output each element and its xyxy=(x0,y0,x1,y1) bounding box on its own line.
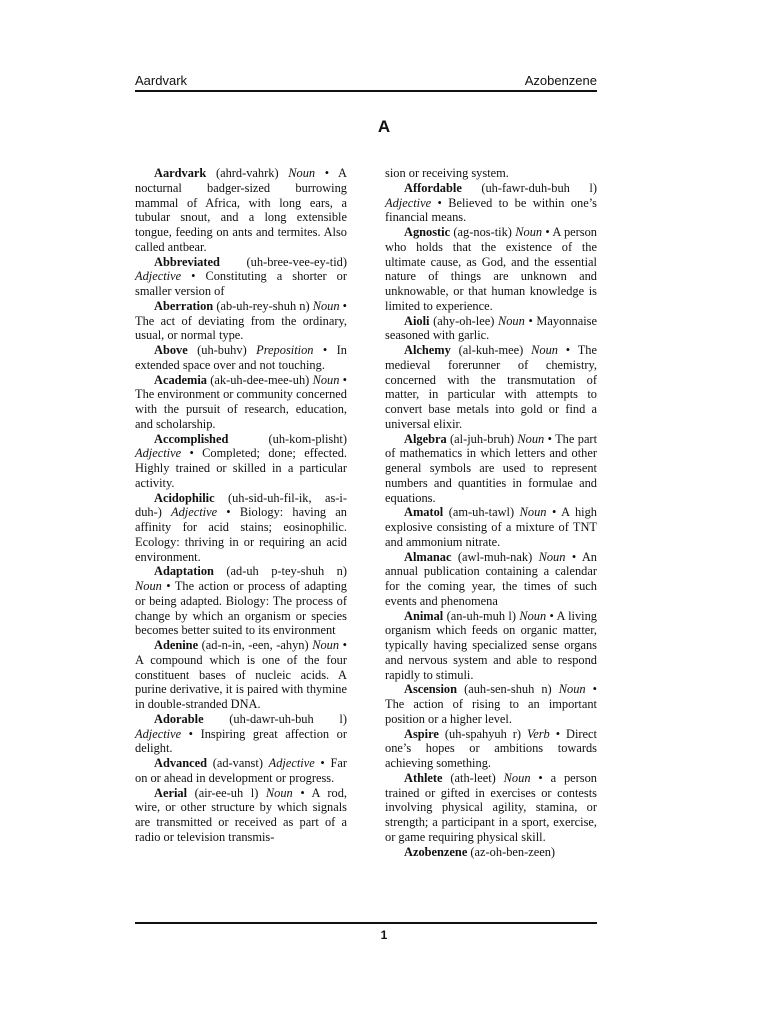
definition: • a person trained or gifted in exercises or contests involving physical agility, stamina, or strength; a participant in a sport, exercise, or game requiring physical skill. xyxy=(385,770,597,844)
page-number: 1 xyxy=(380,928,388,942)
dictionary-entry xyxy=(135,373,347,432)
part-of-speech: Adjective xyxy=(385,195,432,210)
pronunciation: sion or receiving system. xyxy=(385,166,509,180)
pronunciation: (uh-fawr-duh-buh l) xyxy=(461,180,597,195)
section-letter: A xyxy=(377,117,391,136)
definition: • Far on or ahead in development or progress. xyxy=(135,756,347,785)
headword: Aioli xyxy=(404,313,430,328)
dictionary-entry xyxy=(135,255,347,299)
headword: Accomplished xyxy=(154,431,229,446)
headword: Aberration xyxy=(154,298,214,313)
part-of-speech: Adjective xyxy=(268,756,315,770)
part-of-speech: Noun xyxy=(135,579,162,593)
headword: Aerial xyxy=(154,785,188,800)
part-of-speech: Verb xyxy=(527,726,550,741)
pronunciation: (al-kuh-mee) xyxy=(450,343,532,357)
headword: Adorable xyxy=(154,711,204,726)
definition: • Inspiring great affection or delight. xyxy=(135,726,347,756)
dictionary-entry xyxy=(135,166,347,255)
part-of-speech: Noun xyxy=(503,770,531,785)
dictionary-entry xyxy=(385,432,597,506)
dictionary-entry xyxy=(385,727,597,771)
pronunciation: (auh-sen-shuh n) xyxy=(457,682,559,697)
headword: Athlete xyxy=(404,770,443,785)
definition: • Biology: having an affinity for acid stains; eosinophilic. Ecology: thriving in or requiring an acid environment. xyxy=(135,505,347,564)
part-of-speech: Adjective xyxy=(171,505,218,520)
definition: • Believed to be within one’s financial means. xyxy=(385,195,597,225)
pronunciation: (ab-uh-rey-shuh n) xyxy=(213,298,313,313)
headword: Advanced xyxy=(154,756,208,770)
headword: Acidophilic xyxy=(154,490,215,505)
headword: Amatol xyxy=(404,505,444,520)
part-of-speech: Adjective xyxy=(135,446,182,461)
definition: • Constituting a shorter or smaller version of xyxy=(135,269,347,298)
right-column xyxy=(385,166,597,859)
dictionary-entry xyxy=(385,505,597,549)
pronunciation: (ad-vanst) xyxy=(207,756,269,770)
definition: • A living organism which feeds on organic matter, typically having specialized sense organs and nervous system and able to respond rapidly to stimuli. xyxy=(385,608,597,682)
dictionary-entry xyxy=(135,564,347,638)
headword: Adenine xyxy=(154,638,199,652)
headword: Academia xyxy=(154,372,207,387)
headword: Aspire xyxy=(404,726,439,741)
part-of-speech: Noun xyxy=(312,372,340,387)
part-of-speech: Noun xyxy=(288,166,316,180)
part-of-speech: Noun xyxy=(312,638,340,652)
headword: Aardvark xyxy=(154,166,207,180)
pronunciation: (ag-nos-tik) xyxy=(450,225,516,239)
dictionary-entry xyxy=(385,166,597,181)
running-head-left: Aardvark xyxy=(135,73,188,88)
dictionary-entry xyxy=(135,638,347,712)
pronunciation: (uh-buhv) xyxy=(187,343,257,357)
definition: • A nocturnal badger-sized burrowing mammal of Africa, with long ears, a tubular snout, and a long extensible tongue, feeding on ants and termites. Also called antbear. xyxy=(135,166,347,254)
pronunciation: (ahy-oh-lee) xyxy=(429,313,498,328)
part-of-speech: Noun xyxy=(517,431,545,446)
definition: • Direct one’s hopes or ambitions towards achieving something. xyxy=(385,726,597,770)
dictionary-entry xyxy=(135,299,347,343)
headword: Almanac xyxy=(404,549,452,564)
header-rule xyxy=(135,90,597,92)
pronunciation: (uh-kom-plisht) xyxy=(228,431,347,446)
headword: Alchemy xyxy=(404,343,451,357)
definition: • The part of mathematics in which letters and other general symbols are used to represent numbers and quantities in formulae and equations. xyxy=(385,431,598,505)
part-of-speech: Noun xyxy=(519,505,547,520)
definition: • The medieval forerunner of chemistry, concerned with the transmutation of matter, in particular with attempts to convert base metals into gold or find a universal elixir. xyxy=(385,343,597,431)
pronunciation: (uh-spahyuh r) xyxy=(438,726,528,741)
headword: Above xyxy=(154,343,188,357)
definition: • An annual publication containing a calendar for the coming year, the times of such events and phenomena xyxy=(385,549,597,608)
dictionary-entry xyxy=(385,181,597,225)
dictionary-entry xyxy=(385,845,597,860)
dictionary-entry xyxy=(135,432,347,491)
part-of-speech: Noun xyxy=(312,298,340,313)
dictionary-entry xyxy=(385,609,597,683)
pronunciation: (ad-n-in, -een, -ahyn) xyxy=(198,638,313,652)
definition: • The environment or community concerned with the pursuit of research, education, and scholarship. xyxy=(135,372,348,431)
dictionary-entry xyxy=(385,314,597,344)
pronunciation: (ahrd-vahrk) xyxy=(206,166,289,180)
dictionary-entry xyxy=(385,225,597,314)
pronunciation: (al-juh-bruh) xyxy=(446,431,518,446)
pronunciation: (air-ee-uh l) xyxy=(187,785,266,800)
footer-rule xyxy=(135,922,597,924)
pronunciation: (uh-bree-vee-ey-tid) xyxy=(219,254,347,269)
headword: Ascension xyxy=(404,682,458,697)
definition: • A high explosive consisting of a mixture of TNT and ammonium nitrate. xyxy=(385,505,597,549)
pronunciation: (ak-uh-dee-mee-uh) xyxy=(207,372,313,387)
pronunciation: (az-oh-ben-zeen) xyxy=(467,844,556,859)
headword: Azobenzene xyxy=(404,844,468,859)
headword: Adaptation xyxy=(154,564,214,579)
part-of-speech: Noun xyxy=(497,313,525,328)
dictionary-entry xyxy=(135,712,347,756)
definition: • A person who holds that the existence of the ultimate cause, as God, and the essential nature of things are unknown and unknowable, or that human knowledge is limited to experience. xyxy=(385,225,597,313)
headword: Algebra xyxy=(404,431,447,446)
definition: • The act of deviating from the ordinary, usual, or normal type. xyxy=(135,298,347,343)
dictionary-entry xyxy=(135,491,347,565)
dictionary-entry xyxy=(385,682,597,726)
definition: • Mayonnaise seasoned with garlic. xyxy=(385,313,597,343)
definition: • In extended space over and not touching. xyxy=(135,343,347,372)
part-of-speech: Preposition xyxy=(256,343,314,357)
pronunciation: (am-uh-tawl) xyxy=(443,505,520,520)
headword: Animal xyxy=(404,608,444,623)
dictionary-entry xyxy=(385,343,597,432)
running-head xyxy=(135,72,597,90)
part-of-speech: Noun xyxy=(558,682,586,697)
headword: Affordable xyxy=(404,180,462,195)
headword: Abbreviated xyxy=(154,254,220,269)
definition: • Completed; done; effected. Highly trained or skilled in a particular activity. xyxy=(135,446,347,490)
dictionary-entry xyxy=(135,756,347,786)
pronunciation: (awl-muh-nak) xyxy=(451,549,539,564)
dictionary-entry xyxy=(135,786,347,845)
part-of-speech: Noun xyxy=(538,549,566,564)
part-of-speech: Noun xyxy=(519,608,547,623)
part-of-speech: Adjective xyxy=(135,269,182,284)
definition: • The action of rising to an important position or a higher level. xyxy=(385,682,597,726)
part-of-speech: Adjective xyxy=(135,726,182,741)
dictionary-entry xyxy=(385,771,597,845)
definition: • A compound which is one of the four constituent bases of nucleic acids. A purine derivative, it is paired with thymine in double-stranded DNA. xyxy=(135,638,348,711)
pronunciation: (uh-sid-uh-fil-ik, as-i-duh-) xyxy=(135,490,347,520)
headword: Agnostic xyxy=(404,225,451,239)
pronunciation: (ath-leet) xyxy=(442,770,504,785)
running-head-right: Azobenzene xyxy=(524,73,597,88)
dictionary-entry xyxy=(135,343,347,373)
part-of-speech: Noun xyxy=(515,225,543,239)
pronunciation: (ad-uh p-tey-shuh n) xyxy=(213,564,347,579)
definition: • A rod, wire, or other structure by which signals are transmitted or received as part of a radio or television transmis- xyxy=(135,785,348,844)
definition: • The action or process of adapting or being adapted. Biology: The process of change by which an organism or species becomes better suited to its environment xyxy=(135,579,347,638)
pronunciation: (uh-dawr-uh-buh l) xyxy=(203,711,347,726)
part-of-speech: Noun xyxy=(531,343,558,357)
pronunciation: (an-uh-muh l) xyxy=(443,608,520,623)
left-column xyxy=(135,166,347,845)
dictionary-entry xyxy=(385,550,597,609)
part-of-speech: Noun xyxy=(265,785,293,800)
